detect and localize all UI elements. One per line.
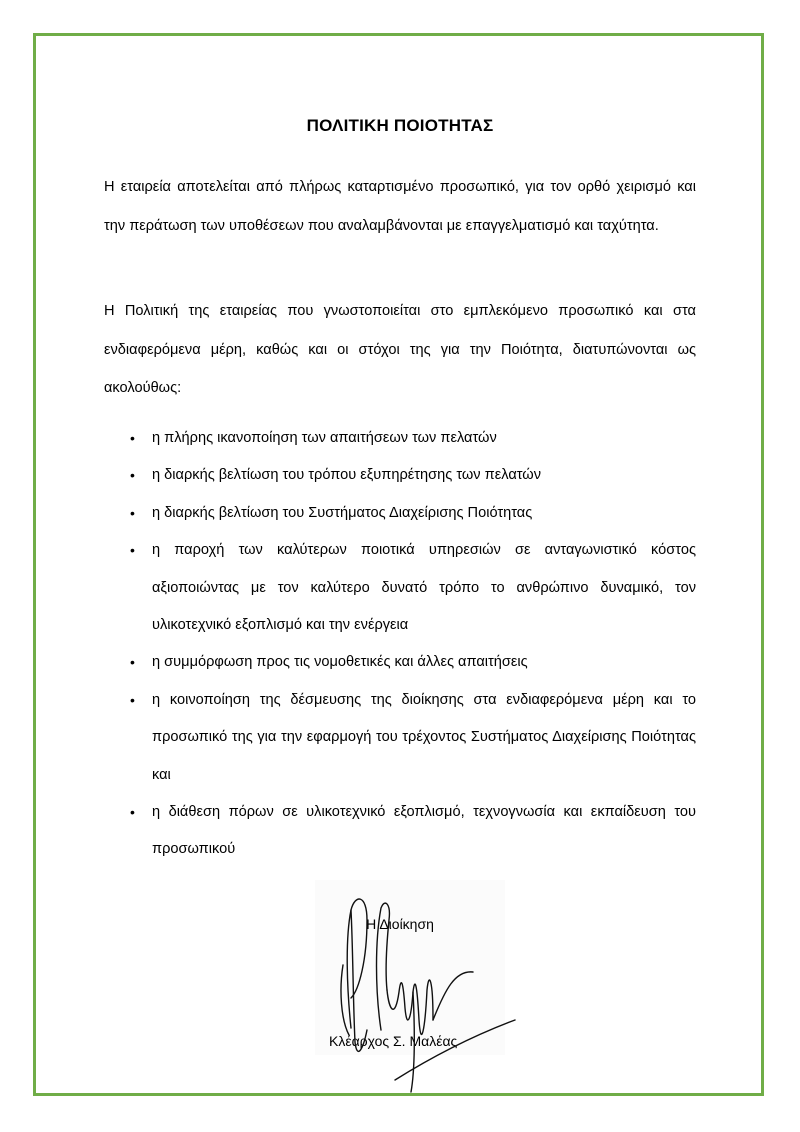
- signatory-name: Κλέαρχος Σ. Μαλέας: [329, 1033, 458, 1049]
- objective-text: η διάθεση πόρων σε υλικοτεχνικό εξοπλισμό, τεχνογνωσία και εκπαίδευση του προσωπικού: [152, 804, 696, 858]
- objective-text: η πλήρης ικανοποίηση των απαιτήσεων των πελατών: [152, 430, 497, 446]
- list-item: [104, 794, 696, 869]
- list-item: [104, 495, 696, 532]
- objective-text: η διαρκής βελτίωση του Συστήματος Διαχείρισης Ποιότητας: [152, 504, 533, 521]
- list-item: [104, 682, 696, 794]
- bullet-icon: •: [130, 467, 135, 484]
- objective-text: η διαρκής βελτίωση του τρόπου εξυπηρέτησης των πελατών: [152, 467, 541, 484]
- list-item: [104, 420, 696, 457]
- objective-text: η συμμόρφωση προς τις νομοθετικές και άλλες απαιτήσεις: [152, 654, 528, 671]
- policy-paragraph: Η Πολιτική της εταιρείας που γνωστοποιείται στο εμπλεκόμενο προσωπικό και στα ενδιαφερόμενα μέρη, καθώς και οι στόχοι της για την Ποιότητα, διατυπώνονται ως ακολούθως:: [104, 303, 696, 396]
- bullet-icon: •: [130, 542, 135, 559]
- intro-paragraph: Η εταιρεία αποτελείται από πλήρως καταρτισμένο προσωπικό, για τον ορθό χειρισμό και την περάτωση των υποθέσεων που αναλαμβάνονται με επαγγελματισμό και ταχύτητα.: [104, 179, 696, 234]
- document-title: ΠΟΛΙΤΙΚΗ ΠΟΙΟΤΗΤΑΣ: [306, 116, 494, 135]
- objective-text: η κοινοποίηση της δέσμευσης της διοίκησης στα ενδιαφερόμενα μέρη και το προσωπικό της για την εφαρμογή του τρέχοντος Συστήματος Διαχείρισης Ποιότητας και: [152, 691, 696, 783]
- objectives-list: [104, 420, 696, 869]
- signature-role: Η Διοίκηση: [366, 916, 434, 932]
- objective-text: η παροχή των καλύτερων ποιοτικά υπηρεσιών σε ανταγωνιστικό κόστος αξιοποιώντας με τον καλύτερο δυνατό τρόπο το ανθρώπινο δυναμικό, τον υλικοτεχνικό εξοπλισμό και την ενέργεια: [152, 542, 696, 634]
- bullet-icon: •: [130, 691, 135, 708]
- bullet-icon: •: [130, 504, 135, 521]
- bullet-icon: •: [130, 430, 135, 446]
- bullet-icon: •: [130, 654, 135, 671]
- bullet-icon: •: [130, 804, 135, 821]
- list-item: [104, 532, 696, 644]
- list-item: [104, 644, 696, 681]
- list-item: [104, 457, 696, 494]
- handwritten-signature: [315, 880, 545, 1095]
